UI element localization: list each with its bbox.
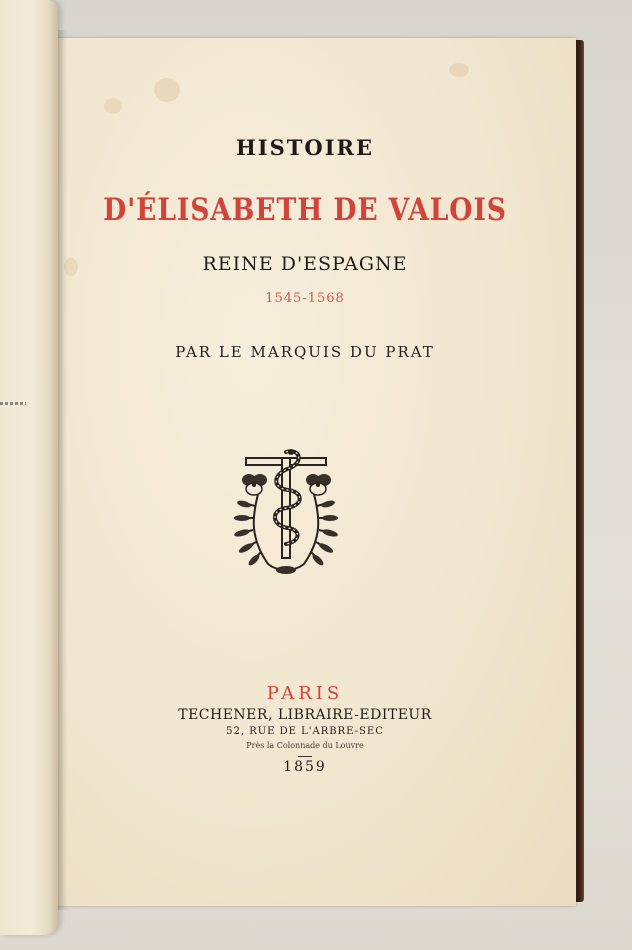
subtitle: REINE D'ESPAGNE <box>202 253 408 275</box>
imprint-rule <box>298 756 312 757</box>
left-page-marker <box>0 402 26 405</box>
reign-dates: 1545-1568 <box>265 291 345 306</box>
cross-serpent-emblem-icon <box>228 438 344 578</box>
imprint-address: 52, RUE DE L'ARBRE-SEC <box>226 726 384 737</box>
book-title: D'ÉLISABETH DE VALOIS <box>103 192 507 228</box>
title-page <box>34 38 576 906</box>
imprint-city: PARIS <box>266 683 344 704</box>
imprint-year: 1859 <box>283 759 327 775</box>
foxing-spot <box>449 63 469 77</box>
foxing-spot <box>154 78 180 102</box>
foxing-spot <box>104 98 122 114</box>
imprint-publisher: TECHENER, LIBRAIRE-EDITEUR <box>178 707 432 723</box>
left-facing-page <box>0 0 58 935</box>
author-line: PAR LE MARQUIS DU PRAT <box>175 343 435 361</box>
heading: HISTOIRE <box>235 135 375 160</box>
imprint-location: Près la Colonnade du Louvre <box>246 741 364 750</box>
